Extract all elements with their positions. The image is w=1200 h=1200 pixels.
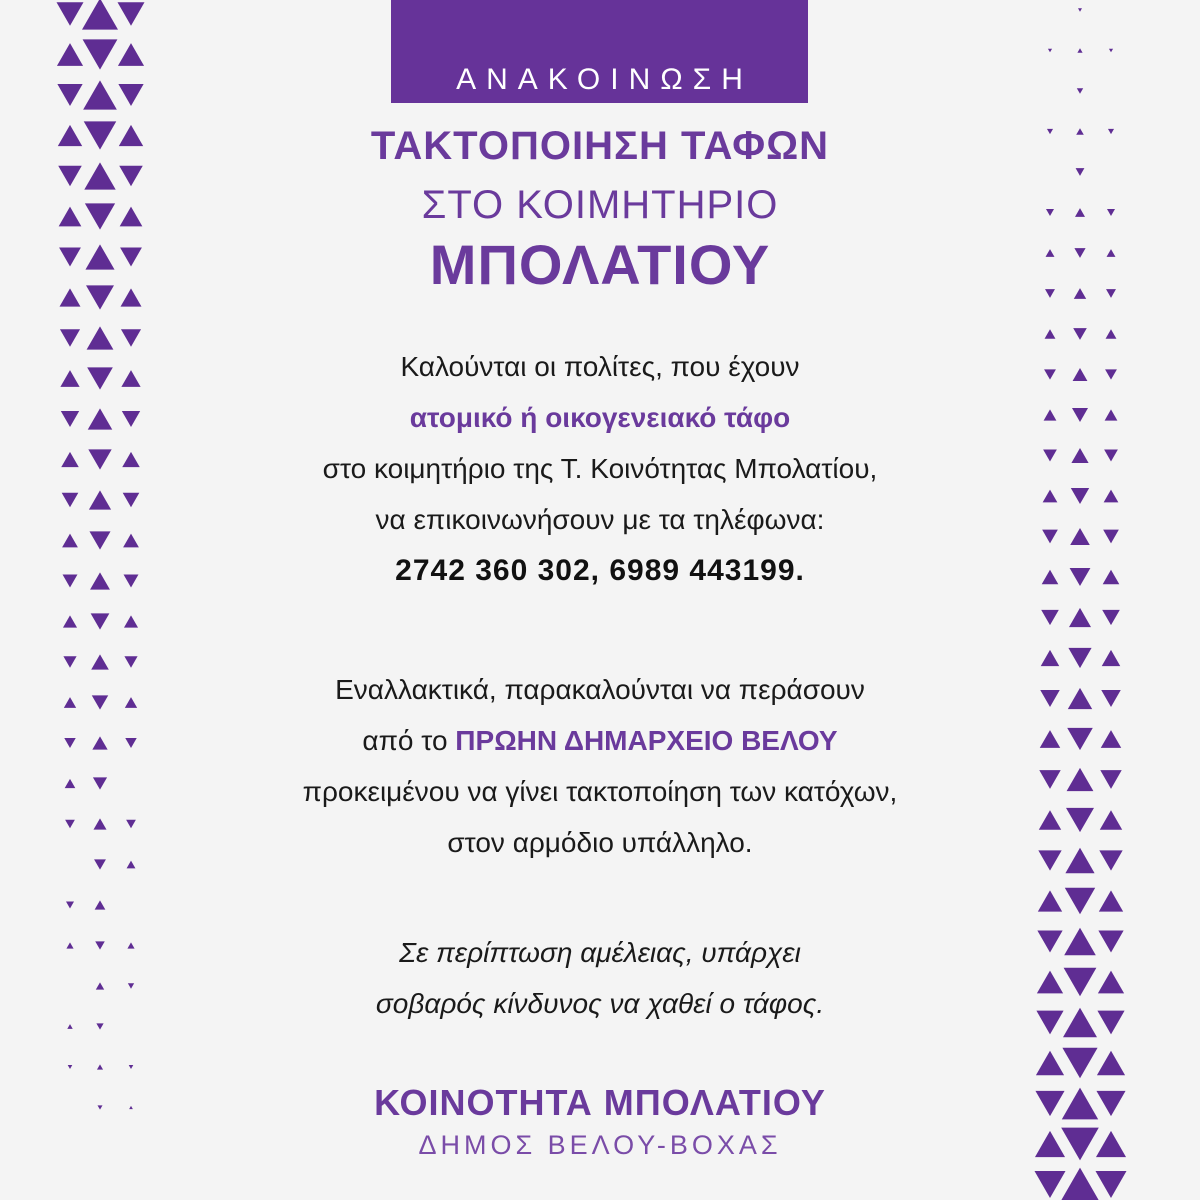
triangle-up-shape <box>1038 890 1062 911</box>
paragraph1-line1: Καλούνται οι πολίτες, που έχουν <box>400 351 800 382</box>
paragraph1-line3: στο κοιμητήριο της Τ. Κοινότητας Μπολατίου, <box>322 453 878 484</box>
triangle-up-shape <box>97 1064 103 1069</box>
triangle-down-shape <box>1062 1048 1097 1079</box>
paragraph2-line1: Εναλλακτικά, παρακαλούνται να περάσουν <box>335 674 865 705</box>
phone-numbers: 2742 360 302, 6989 443199. <box>395 554 805 587</box>
triangle-down-shape <box>68 1065 73 1069</box>
triangle-up-shape <box>82 0 118 30</box>
paragraph2-line3: προκειμένου να γίνει τακτοποίηση των κατόχων, <box>302 776 898 807</box>
triangle-up-shape <box>1069 608 1091 627</box>
triangle-up-shape <box>1045 329 1056 338</box>
triangle-down-shape <box>1109 49 1113 53</box>
triangle-up-shape <box>118 43 144 66</box>
header-banner <box>391 0 808 103</box>
triangle-up-shape <box>1036 1051 1064 1075</box>
paragraph2-line4: στον αρμόδιο υπάλληλο. <box>447 827 753 858</box>
triangle-down-shape <box>1077 88 1083 94</box>
alternative-paragraph <box>0 664 1200 868</box>
contact-paragraph <box>0 341 1200 596</box>
triangle-down-shape <box>118 2 145 25</box>
triangle-up-shape <box>1106 329 1117 338</box>
paragraph3-line2: σοβαρός κίνδυνος να χαθεί ο τάφος. <box>375 988 825 1019</box>
paragraph1-highlight: ατομικό ή οικογενειακό τάφο <box>409 402 791 433</box>
title-line-3: ΜΠΟΛΑΤΙΟΥ <box>429 233 771 296</box>
paragraph1-line4: να επικοινωνήσουν με τα τηλέφωνα: <box>375 504 825 535</box>
former-town-hall-highlight: ΠΡΩΗΝ ΔΗΜΑΡΧΕΙΟ ΒΕΛΟΥ <box>455 725 838 756</box>
triangle-up-shape <box>57 43 83 66</box>
triangle-down-shape <box>66 902 74 909</box>
triangle-down-shape <box>1065 888 1095 914</box>
triangle-down-shape <box>57 2 84 25</box>
banner-label: ΑΝΑΚΟΙΝΩΣΗ <box>456 63 753 96</box>
title-line-1: ΤΑΚΤΟΠΟΙΗΣΗ ΤΑΦΩΝ <box>370 124 830 168</box>
triangle-down-shape <box>1034 1171 1065 1198</box>
triangle-up-shape <box>83 80 117 109</box>
paragraph2-line2 <box>0 715 1200 766</box>
triangle-down-shape <box>129 1065 134 1069</box>
paragraph3-line1: Σε περίπτωση αμέλειας, υπάρχει <box>399 937 801 968</box>
triangle-down-shape <box>1041 610 1059 625</box>
triangle-down-shape <box>1073 328 1087 340</box>
paragraph2-line2-prefix: από το <box>362 725 456 756</box>
triangle-up-shape <box>1077 48 1082 53</box>
triangle-up-shape <box>1061 1168 1100 1200</box>
title-line-2: ΣΤΟ ΚΟΙΜΗΤΗΡΙΟ <box>421 183 779 227</box>
triangle-down-shape <box>1078 8 1082 11</box>
triangle-down-shape <box>118 84 143 106</box>
triangle-up-shape <box>1097 1051 1125 1075</box>
triangle-down-shape <box>57 84 82 106</box>
triangle-down-shape <box>83 39 118 69</box>
municipality-name: ΔΗΜΟΣ ΒΕΛΟΥ-ΒΟΧΑΣ <box>418 1130 782 1160</box>
community-name: ΚΟΙΝΟΤΗΤΑ ΜΠΟΛΑΤΙΟΥ <box>374 1082 826 1123</box>
triangle-down-shape <box>1095 1171 1126 1198</box>
triangle-down-shape <box>1076 168 1085 176</box>
triangle-up-shape <box>124 615 138 627</box>
triangle-down-shape <box>91 613 110 629</box>
warning-paragraph <box>0 927 1200 1029</box>
triangle-up-shape <box>63 615 77 627</box>
triangle-up-shape <box>95 900 106 909</box>
triangle-down-shape <box>1102 610 1120 625</box>
triangle-up-shape <box>1099 890 1123 911</box>
triangle-down-shape <box>1048 49 1052 53</box>
